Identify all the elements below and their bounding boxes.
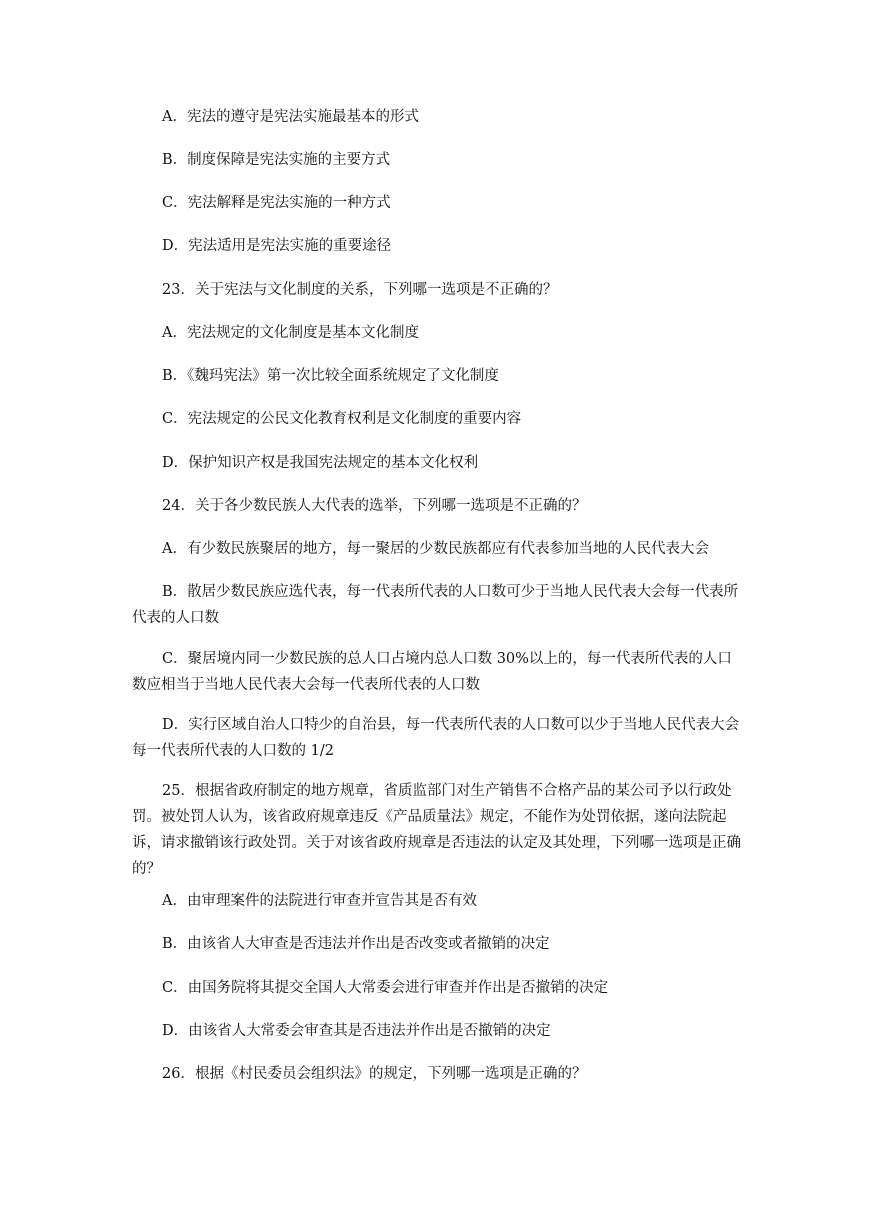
option-c-q22: C．宪法解释是宪法实施的一种方式 <box>162 195 391 211</box>
option-d-q24: D．实行区域自治人口特少的自治县，每一代表所代表的人口数可以少于当地人民代表大会每一代表所代表的人口数的 1/2 <box>132 717 740 759</box>
option-b-q22: B．制度保障是宪法实施的主要方式 <box>162 152 391 168</box>
option-d-q22: D．宪法适用是宪法实施的重要途径 <box>162 238 392 254</box>
option-d-q25: D．由该省人大常委会审查其是否违法并作出是否撤销的决定 <box>162 1023 551 1039</box>
question-24: 24．关于各少数民族人大代表的选举，下列哪一选项是不正确的？ <box>162 498 587 514</box>
option-c-q23: C．宪法规定的公民文化教育权利是文化制度的重要内容 <box>162 411 522 427</box>
question-25: 25．根据省政府制定的地方规章，省质监部门对生产销售不合格产品的某公司予以行政处罚。被处罚人认为，该省政府规章违反《产品质量法》规定，不能作为处罚依据，遂向法院起诉，请求撤销该行政处罚。关于对该省政府规章是否违法的认定及其处理，下列哪一选项是正确的？ <box>132 783 741 877</box>
option-c-q24: C．聚居境内同一少数民族的总人口占境内总人口数 30%以上的，每一代表所代表的人口数应相当于当地人民代表大会每一代表所代表的人口数 <box>132 651 732 693</box>
option-a-q22: A．宪法的遵守是宪法实施最基本的形式 <box>162 109 419 125</box>
question-26: 26．根据《村民委员会组织法》的规定，下列哪一选项是正确的？ <box>162 1066 587 1082</box>
option-d-q23: D．保护知识产权是我国宪法规定的基本文化权利 <box>162 455 479 471</box>
option-b-q24: B．散居少数民族应选代表，每一代表所代表的人口数可少于当地人民代表大会每一代表所代表的人口数 <box>132 584 739 626</box>
option-a-q24: A．有少数民族聚居的地方，每一聚居的少数民族都应有代表参加当地的人民代表大会 <box>162 541 709 557</box>
option-b-q25: B．由该省人大审查是否违法并作出是否改变或者撤销的决定 <box>162 936 550 952</box>
option-a-q25: A．由审理案件的法院进行审查并宣告其是否有效 <box>162 893 477 909</box>
question-23: 23．关于宪法与文化制度的关系，下列哪一选项是不正确的？ <box>162 282 558 298</box>
option-a-q23: A．宪法规定的文化制度是基本文化制度 <box>162 325 419 341</box>
option-c-q25: C．由国务院将其提交全国人大常委会进行审查并作出是否撤销的决定 <box>162 980 609 996</box>
option-b-q23: B．《魏玛宪法》第一次比较全面系统规定了文化制度 <box>162 368 499 384</box>
